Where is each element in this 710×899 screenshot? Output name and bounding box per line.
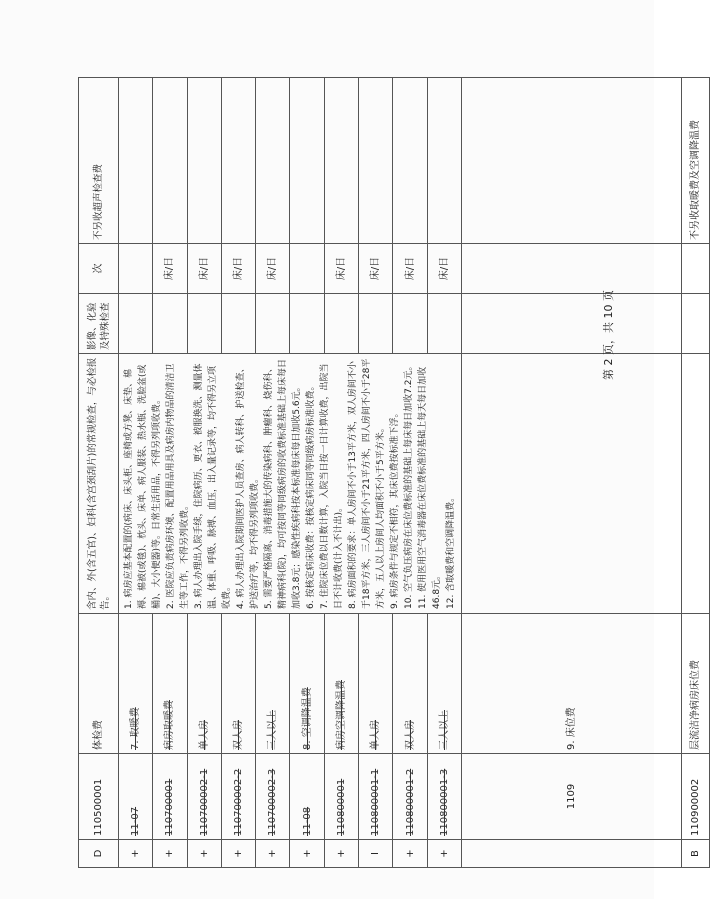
row-unit xyxy=(290,244,324,294)
row-unit: 床/日 xyxy=(153,244,187,294)
desc-line: 4. 病人办理出入院期间医护人员查房、病人转科、护送检查、护送治疗等，均不得另列项收费。 xyxy=(236,363,260,609)
row-name: 7. 取暖费 xyxy=(119,614,153,754)
desc-line: 7. 住院床位费以日数计算，入院当日按一日计算收费，出院当日不计收费(计入不计出)。 xyxy=(320,363,344,609)
page-footer: 第 2 页，共 10 页 xyxy=(602,290,615,380)
row-note xyxy=(256,78,290,244)
row-unit: 床/日 xyxy=(187,244,221,294)
table-row xyxy=(119,78,153,868)
row-exclude xyxy=(427,294,461,354)
row-mark: + xyxy=(221,840,255,868)
cell-note: 不另收超声检查费 xyxy=(79,78,119,244)
row-note xyxy=(359,78,393,244)
row-unit: 床/日 xyxy=(324,244,358,294)
desc-line: 8. 病房面积的要求：单人房间不小于13平方米，双人房间不小于18平方米，三人房间不小于21平方米，四人房间不小于28平方米，五人以上房间人均面积不小于5平方米。 xyxy=(348,358,386,609)
row-name: 双人房 xyxy=(221,614,255,754)
desc-line: 1. 病房应基本配置的(病床、床头柜、座椅或方凳、床垫、棉褥、棉被(或毯)、枕头、床单、病人服装、热水瓶、洗脸盆(或桶)、大小便器)等。日常生活用品，不得另列项收费。 xyxy=(124,364,162,609)
cell-exclude: 影像、化验及特殊检查 xyxy=(79,294,119,354)
row-mark: + xyxy=(324,840,358,868)
row-name: 8. 空调降温费 xyxy=(290,614,324,754)
row-code: 110800001-2 xyxy=(393,754,427,840)
desc-line: 3. 病人办理出入院手续，住院病历、更衣、被服换洗、测量体温、体重、呼吸、脉搏、血压，出入量记录等，均不得另立项收费。 xyxy=(194,363,232,609)
desc-line: 10. 空气负压病房在床位费标准的基础上每床每日加收7.2元。 xyxy=(404,361,414,609)
row-bedfee xyxy=(462,78,682,868)
cell-desc: 含内、外(含五官)、妇科(含宫颈刮片)的常规检查，与必检报告。 xyxy=(79,354,119,614)
last-name: 层流洁净病房床位费 xyxy=(682,614,710,754)
row-name: 三人以上 xyxy=(427,614,461,754)
bedfee-note xyxy=(462,78,682,244)
desc-line: 11. 使用医用空气消毒器在床位费标准的基础上每天每日加收46.8元。 xyxy=(418,366,442,609)
last-cat: B xyxy=(682,840,710,868)
row-note xyxy=(427,78,461,244)
desc-line: 2. 医院应负责病房环境、配置用品用具及病房内物品的清洁卫生等工作，不得另列收费。 xyxy=(166,363,190,609)
row-name: 单人房 xyxy=(359,614,393,754)
row-exclude xyxy=(256,294,290,354)
desc-line: 9. 病房条件与规定不相符，其床位费按标准下浮。 xyxy=(390,408,400,609)
row-name: 双人房 xyxy=(393,614,427,754)
row-code: 11-07 xyxy=(119,754,153,840)
row-exclude xyxy=(221,294,255,354)
row-code: 110700001 xyxy=(153,754,187,840)
bedfee-description xyxy=(119,354,462,614)
row-unit: 床/日 xyxy=(359,244,393,294)
last-note: 不另收取暖费及空调降温费 xyxy=(682,78,710,244)
last-unit xyxy=(682,244,710,294)
row-mark: + xyxy=(290,840,324,868)
row-exclude xyxy=(290,294,324,354)
cell-cat: D xyxy=(79,840,119,868)
row-code: 110800001-1 xyxy=(359,754,393,840)
row-unit: 床/日 xyxy=(427,244,461,294)
row-unit: 床/日 xyxy=(393,244,427,294)
row-name: 病房取暖费 xyxy=(153,614,187,754)
cell-name: 体检费 xyxy=(79,614,119,754)
row-name: 单人房 xyxy=(187,614,221,754)
bedfee-exclude xyxy=(462,294,682,354)
bedfee-code: 1109 xyxy=(462,754,682,840)
desc-line: 12. 含取暖费和空调降温费。 xyxy=(446,492,456,609)
row-name: 三人以上 xyxy=(256,614,290,754)
cell-code: 110500001 xyxy=(79,754,119,840)
row-code: 110800001-3 xyxy=(427,754,461,840)
row-mark: I xyxy=(359,840,393,868)
row-mark: + xyxy=(256,840,290,868)
row-note xyxy=(119,78,153,244)
row-unit: 床/日 xyxy=(256,244,290,294)
row-mark: + xyxy=(393,840,427,868)
last-exclude xyxy=(682,294,710,354)
row-exclude xyxy=(119,294,153,354)
row-exclude xyxy=(153,294,187,354)
row-code: 110700002-2 xyxy=(221,754,255,840)
fee-table xyxy=(78,77,710,868)
bedfee-unit xyxy=(462,244,682,294)
row-note xyxy=(153,78,187,244)
last-desc xyxy=(682,354,710,614)
row-code: 110700002-3 xyxy=(256,754,290,840)
last-code: 110900002 xyxy=(682,754,710,840)
row-name: 病房空调降温费 xyxy=(324,614,358,754)
desc-line: 6. 按核定病床收费：按核定病床同等同级病房标准收费。 xyxy=(306,381,316,609)
row-header xyxy=(79,78,119,868)
row-code: 110700002-1 xyxy=(187,754,221,840)
row-note xyxy=(393,78,427,244)
row-note xyxy=(324,78,358,244)
row-note xyxy=(187,78,221,244)
row-mark: + xyxy=(119,840,153,868)
row-mark: + xyxy=(187,840,221,868)
row-note xyxy=(221,78,255,244)
row-note xyxy=(290,78,324,244)
bedfee-name: 9. 床位费 xyxy=(462,614,682,754)
row-last xyxy=(682,78,710,868)
cell-unit: 次 xyxy=(79,244,119,294)
row-code: 11-08 xyxy=(290,754,324,840)
row-mark: + xyxy=(153,840,187,868)
row-unit: 床/日 xyxy=(221,244,255,294)
desc-line: 5. 需要严格隔离、消毒措施大的传染病科、肿瘤科、烧伤科、精神病科(院)，均可按同等同级病房的收费标准基础上每床每日加收3.8元；感染性疾病科按本标准每床每日加收5.6元。 xyxy=(264,358,302,609)
bedfee-desc-continued xyxy=(462,354,682,614)
row-exclude xyxy=(187,294,221,354)
row-unit xyxy=(119,244,153,294)
row-exclude xyxy=(393,294,427,354)
rotated-table-container xyxy=(78,78,701,868)
row-exclude xyxy=(324,294,358,354)
row-code: 110800001 xyxy=(324,754,358,840)
bedfee-cat xyxy=(462,840,682,868)
row-exclude xyxy=(359,294,393,354)
row-mark: + xyxy=(427,840,461,868)
